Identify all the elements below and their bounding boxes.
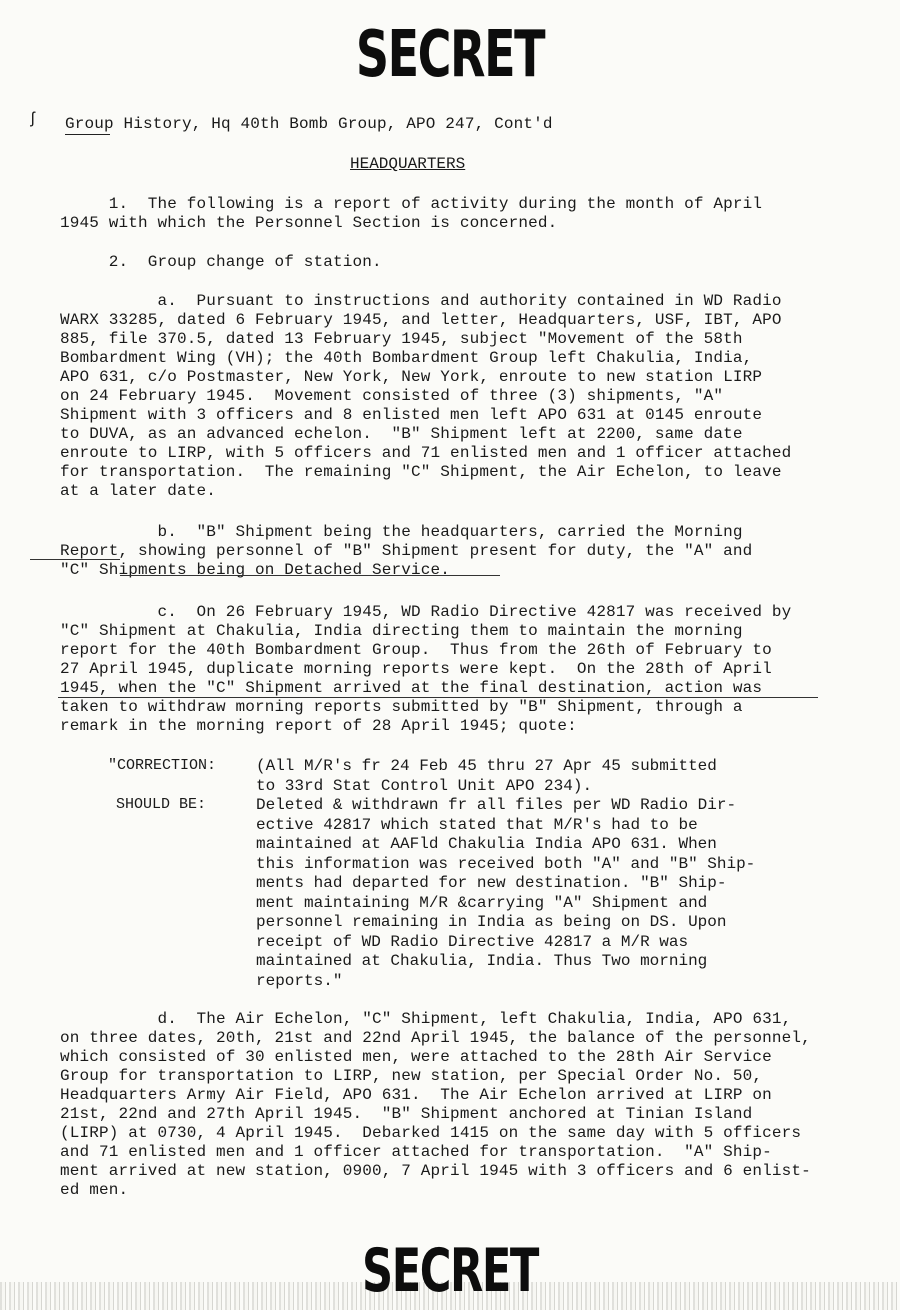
p2c-line-3: report for the 40th Bombardment Group. Thus from the 26th of February to [60,641,772,659]
p2b-line-2: Report, showing personnel of "B" Shipment present for duty, the "A" and [60,542,753,560]
p2c-line-5: 1945, when the "C" Shipment arrived at the final destination, action was [60,679,763,697]
p2b-line-1: b. "B" Shipment being the headquarters, carried the Morning [60,523,743,541]
correction-line-1: (All M/R's fr 24 Feb 45 thru 27 Apr 45 submitted [256,757,717,775]
header-underline [65,134,110,135]
p2b-line-3: "C" Shipments being on Detached Service. [60,561,451,579]
should-be-line-3: maintained at AAFld Chakulia India APO 631. When [256,835,717,853]
p2c-line-6: taken to withdraw morning reports submitted by "B" Shipment, through a [60,698,743,716]
should-be-line-1: Deleted & withdrawn fr all files per WD Radio Dir- [256,796,737,814]
p2c-line-4: 27 April 1945, duplicate morning reports were kept. On the 28th of April [60,660,772,678]
should-be-line-9: maintained at Chakulia, India. Thus Two morning [256,952,708,970]
section-title: HEADQUARTERS [350,155,466,173]
underline-rule [58,697,818,698]
p1-line-2: 1945 with which the Personnel Section is concerned. [60,214,558,232]
p2c-line-1: c. On 26 February 1945, WD Radio Directive 42817 was received by [60,603,792,621]
correction-text [256,757,816,796]
p2c-line-7: remark in the morning report of 28 April 1945; quote: [60,717,577,735]
p2d-line-1: d. The Air Echelon, "C" Shipment, left Chakulia, India, APO 631, [60,1010,792,1028]
strike-rule-2 [120,575,500,576]
p2a-line-11: at a later date. [60,482,217,500]
p2a-line-9: enroute to LIRP, with 5 officers and 71 enlisted men and 1 officer attached [60,444,792,462]
should-be-line-2: ective 42817 which stated that M/R's had to be [256,815,698,834]
p2-line-1: 2. Group change of station. [60,253,382,271]
should-be-line-10: reports." [256,971,343,990]
p2d-line-3: which consisted of 30 enlisted men, were attached to the 28th Air Service [60,1048,772,1066]
p2a-line-6: on 24 February 1945. Movement consisted of three (3) shipments, "A" [60,387,724,405]
p2a-line-7: Shipment with 3 officers and 8 enlisted men left APO 631 at 0145 enroute [60,406,763,424]
should-be-text [256,796,816,991]
p2d-line-4: Group for transportation to LIRP, new station, per Special Order No. 50, [60,1067,763,1085]
should-be-label: SHOULD BE: [116,796,207,813]
strike-rule-1 [30,559,120,560]
p2d-line-2: on three dates, 20th, 21st and 22nd April 1945, the balance of the personnel, [60,1029,811,1047]
p2d-line-10: ed men. [60,1181,129,1199]
should-be-line-8: receipt of WD Radio Directive 42817 a M/R was [256,932,689,951]
p2d-line-8: and 71 enlisted men and 1 officer attached for transportation. "A" Ship- [60,1143,772,1161]
p2d-line-9: ment arrived at new station, 0900, 7 April 1945 with 3 officers and 6 enlist- [60,1162,811,1180]
p2d-line-6: 21st, 22nd and 27th April 1945. "B" Shipment anchored at Tinian Island [60,1105,753,1123]
should-be-line-6: ment maintaining M/R &carrying "A" Shipment and [256,893,708,912]
running-header: Group History, Hq 40th Bomb Group, APO 247, Cont'd [65,115,553,133]
p2d-line-7: (LIRP) at 0730, 4 April 1945. Debarked 1415 on the same day with 5 officers [60,1124,802,1142]
p2c-line-2: "C" Shipment at Chakulia, India directing them to maintain the morning [60,622,743,640]
correction-line-2: to 33rd Stat Control Unit APO 234). [256,776,593,795]
margin-mark: ʃ [28,110,38,128]
correction-label: "CORRECTION: [108,757,217,774]
should-be-line-5: ments had departed for new destination. "B" Ship- [256,874,727,892]
p2a-line-10: for transportation. The remaining "C" Shipment, the Air Echelon, to leave [60,463,782,481]
p2a-line-4: Bombardment Wing (VH); the 40th Bombardment Group left Chakulia, India, [60,349,753,367]
p2a-line-8: to DUVA, as an advanced echelon. "B" Shipment left at 2200, same date [60,425,743,443]
p2a-line-3: 885, file 370.5, dated 13 February 1945, subject "Movement of the 58th [60,330,743,348]
should-be-line-7: personnel remaining in India as being on DS. Upon [256,913,727,931]
p1-line-1: 1. The following is a report of activity during the month of April [60,195,763,213]
classification-stamp-top: SECRET [355,18,545,92]
should-be-line-4: this information was received both "A" and "B" Ship- [256,854,756,873]
p2d-line-5: Headquarters Army Air Field, APO 631. The Air Echelon arrived at LIRP on [60,1086,772,1104]
classification-stamp-bottom: SECRET [362,1236,538,1306]
p2a-line-1: a. Pursuant to instructions and authority contained in WD Radio [60,292,782,310]
p2a-line-2: WARX 33285, dated 6 February 1945, and letter, Headquarters, USF, IBT, APO [60,311,782,329]
p2a-line-5: APO 631, c/o Postmaster, New York, New York, enroute to new station LIRP [60,368,763,386]
